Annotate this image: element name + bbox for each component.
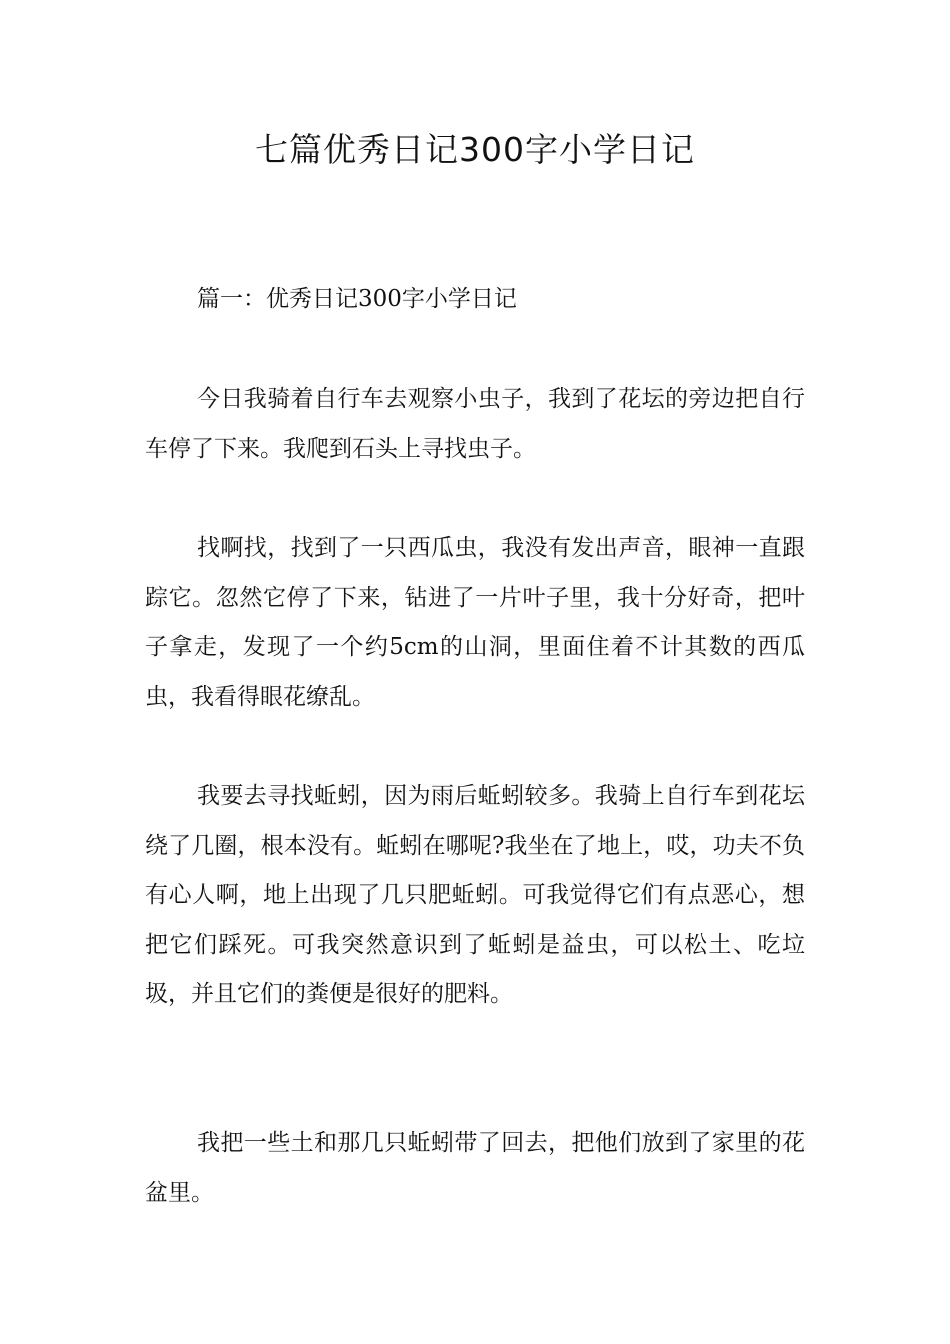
paragraph: 我把一些土和那几只蚯蚓带了回去，把他们放到了家里的花盆里。: [145, 1130, 805, 1206]
paragraph: 我要去寻找蚯蚓，因为雨后蚯蚓较多。我骑上自行车到花坛绕了几圈，根本没有。蚯蚓在哪呢?我坐在了地上，哎，功夫不负有心人啊，地上出现了几只肥蚯蚓。可我觉得它们有点恶心，想把它们踩死。可我突然意识到了蚯蚓是益虫，可以松土、吃垃圾，并且它们的粪便是很好的肥料。: [145, 783, 805, 1007]
section-heading: 篇一：优秀日记300字小学日记: [197, 286, 517, 312]
paragraph: 找啊找，找到了一只西瓜虫，我没有发出声音，眼神一直跟踪它。忽然它停了下来，钻进了一片叶子里，我十分好奇，把叶子拿走，发现了一个约5cm的山洞，里面住着不计其数的西瓜虫，我看得眼花缭乱。: [145, 535, 805, 710]
paragraph: 今日我骑着自行车去观察小虫子，我到了花坛的旁边把自行车停了下来。我爬到石头上寻找虫子。: [145, 386, 805, 462]
document-title: 七篇优秀日记300字小学日记: [255, 130, 695, 169]
